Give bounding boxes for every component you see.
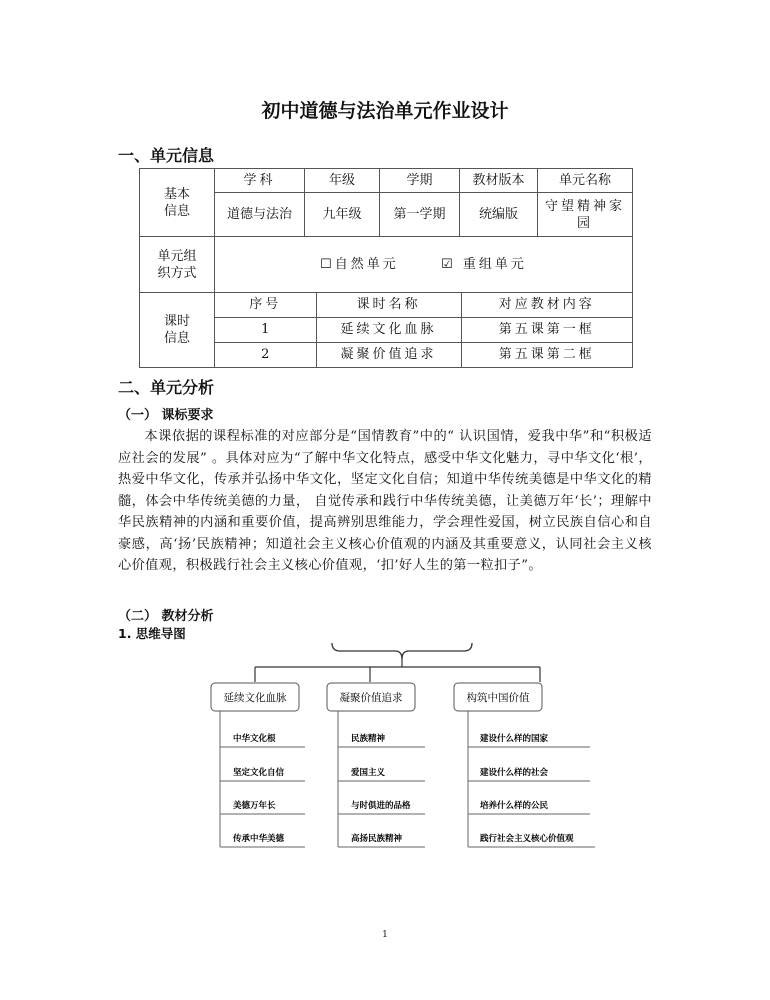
branch-title: 凝聚价值追求 — [339, 692, 403, 704]
unit-info-table — [139, 168, 633, 368]
lesson-header-no: 序号 — [215, 293, 316, 317]
mind-branch-1 — [211, 683, 305, 847]
branch-item: 民族精神 — [351, 734, 386, 744]
branch-title: 构筑中国价值 — [466, 692, 530, 704]
header-edition: 教材版本 — [460, 169, 538, 193]
branch-title: 延续文化血脉 — [223, 692, 287, 704]
branch-item: 与时俱进的品格 — [351, 801, 411, 811]
branch-item: 践行社会主义核心价值观 — [480, 834, 574, 844]
value-edition: 统编版 — [460, 193, 538, 237]
org-mode-options — [215, 237, 633, 293]
textbook-analysis-heading: （二） 教材分析 — [118, 609, 214, 624]
document-title: 初中道德与法治单元作业设计 — [261, 100, 509, 122]
lesson-no: 1 — [215, 317, 316, 342]
lesson-info-label: 课时 信息 — [140, 293, 215, 368]
natural-unit-option: ☐自然单元 — [320, 257, 399, 272]
lesson-content: 第五课第二框 — [461, 342, 632, 367]
lesson-header-content: 对应教材内容 — [461, 293, 632, 317]
value-term: 第一学期 — [380, 193, 460, 237]
header-grade: 年级 — [305, 169, 380, 193]
branch-item: 美德万年长 — [233, 801, 276, 811]
org-mode-label: 单元组 织方式 — [140, 237, 215, 293]
lesson-no: 2 — [215, 342, 316, 367]
header-unit-name: 单元名称 — [538, 169, 633, 193]
section-unit-info-heading: 一、单元信息 — [118, 146, 215, 165]
section-unit-analysis-heading: 二、单元分析 — [118, 378, 215, 397]
branch-item: 培养什么样的公民 — [480, 801, 549, 811]
lesson-name: 延续文化血脉 — [316, 317, 461, 342]
branch-item: 中华文化根 — [233, 734, 276, 744]
branch-item: 爱国主义 — [351, 768, 386, 778]
header-term: 学期 — [380, 169, 460, 193]
branch-item: 传承中华美德 — [233, 834, 285, 844]
table-row — [215, 342, 632, 367]
branch-item: 建设什么样的社会 — [480, 768, 549, 778]
mind-branch-2 — [327, 683, 425, 847]
page-number: 1 — [382, 930, 388, 940]
value-unit-name: 守望精神家园 — [538, 193, 633, 237]
mind-map-heading: 1. 思维导图 — [118, 626, 186, 641]
recombined-unit-option: ☑ 重组单元 — [441, 257, 527, 272]
branch-item: 高扬民族精神 — [351, 834, 403, 844]
lesson-header-name: 课时名称 — [316, 293, 461, 317]
curriculum-standard-heading: （一） 课标要求 — [118, 408, 214, 423]
mind-branch-3 — [454, 683, 595, 847]
value-grade: 九年级 — [305, 193, 380, 237]
curriculum-standard-paragraph: 本课依据的课程标准的对应部分是“国情教育”中的“ 认识国情，爱我中华”和“积极适应社会的发展” 。具体对应为“了解中华文化特点，感受中华文化魅力，寻中华文化‘根’，热爱中华文化，传承并弘扬中华文化，坚定文化自信；知道中华传统美德是中华文化的精髓，体会中华传统美德的力量， 自觉传承和践行中华传统美德，让美德万年‘长’；理解中华民族精神的内涵和重要价值，提高辨别思维能力，学会理性爱国，树立民族自信心和自豪感，高‘扬’民族精神；知道社会主义核心价值观的内涵及其重要意义，认同社会主义核心价值观，积极践行社会主义核心价值观，‘扣’好人生的第一粒扣子”。 — [118, 429, 652, 573]
table-row — [215, 317, 632, 342]
lesson-content: 第五课第一框 — [461, 317, 632, 342]
branch-item: 坚定文化自信 — [233, 768, 285, 778]
lesson-name: 凝聚价值追求 — [316, 342, 461, 367]
value-subject: 道德与法治 — [215, 193, 305, 237]
header-subject: 学科 — [215, 169, 305, 193]
basic-info-label: 基本 信息 — [140, 169, 215, 237]
lesson-table — [215, 293, 632, 367]
mind-map — [200, 637, 610, 862]
branch-item: 建设什么样的国家 — [480, 734, 549, 744]
